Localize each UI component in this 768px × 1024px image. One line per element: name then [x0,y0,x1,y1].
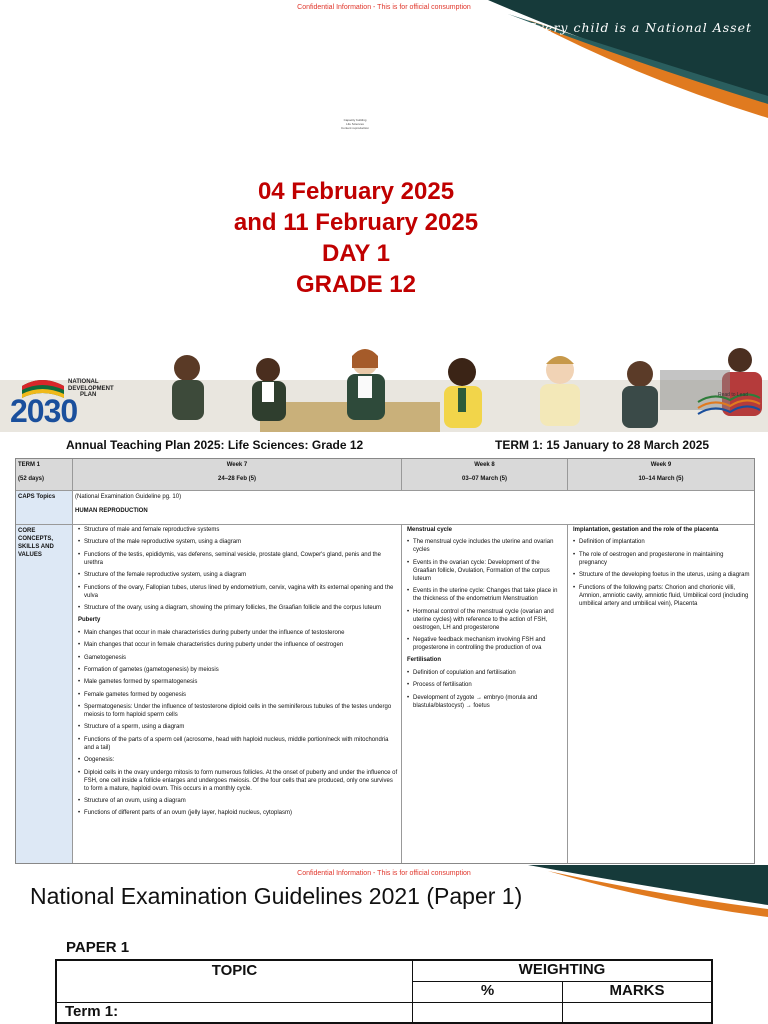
concept-item: Menstrual cycle [407,527,453,533]
week-7-content [73,525,402,863]
topic-header: TOPIC [57,961,413,1003]
concept-item: • Main changes that occur in male characteristics during puberty under the influence of testosterone [78,629,398,637]
concept-item: Implantation, gestation and the role of the placenta [573,527,719,533]
weighting-header: WEIGHTING [413,961,711,982]
ndp-year: 2030 [10,393,78,429]
caps-topic-cell: (National Examination Guideline pg. 10) HUMAN REPRODUCTION [73,491,754,525]
concept-item: Puberty [78,617,101,624]
concept-item: • Spermatogenesis: Under the influence of testosterone diploid cells in the seminiferous tubules of the testes undergo meiosis to form haploid sperm cells [78,703,398,719]
week-7-header: Week 7 24–28 Feb (5) [73,459,402,491]
ndp-label: NATIONAL DEVELOPMENT PLAN [68,379,114,398]
slide-title: National Examination Guidelines 2021 (Paper 1) [30,883,523,909]
concept-item: • The role of oestrogen and progesterone in maintaining pregnancy [573,551,751,567]
term-1-row-label: Term 1: [57,1003,413,1024]
caps-label: CAPS Topics [16,491,73,525]
title-slide [0,0,768,432]
concept-item: • Female gametes formed by oogenesis [78,691,398,699]
concept-item: • Process of fertilisation [407,681,564,689]
concept-item: • Male gametes formed by spermatogenesis [78,678,398,686]
concept-item: • Functions of the following parts: Chorion and chorionic villi, Amnion, amniotic cavity, amniotic fluid, Umbilical cord (including umbilical artery and umbilical vein), Placenta [573,584,751,608]
concept-item: • Structure of male and female reproductive systems [78,526,398,534]
atp-heading: Annual Teaching Plan 2025: Life Sciences: Grade 12 [66,438,364,452]
concept-item: • The menstrual cycle includes the uterine and ovarian cycles [407,538,564,554]
exam-guidelines-slide [0,865,768,1024]
motto-text: Every child is a National Asset [526,20,752,35]
concept-item: • Events in the uterine cycle: Changes that take place in the thickness of the endometrium Menstruation [407,587,564,603]
week-8-header: Week 8 03–07 March (5) [402,459,568,491]
percent-header: % [413,982,563,1003]
slide-title [0,176,712,300]
week-9-content [568,525,754,863]
concept-item: • Structure of the developing foetus in the uterus, using a diagram [573,571,751,579]
concept-item: • Functions of the parts of a sperm cell (acrosome, head with haploid nucleus, middle portion/neck with mitochondria and a tail) [78,736,398,752]
core-concepts-label: CORE CONCEPTS, SKILLS AND VALUES [16,525,73,863]
teaching-plan-slide [0,432,768,865]
concept-item: • Structure of a sperm, using a diagram [78,723,398,731]
term-1-marks [563,1003,711,1024]
weighting-table [55,959,713,1024]
marks-header: MARKS [563,982,711,1003]
term-1-percent [413,1003,563,1024]
week-8-content [402,525,568,863]
concept-item: • Functions of the testis, epididymis, vas deferens, seminal vesicle, prostate gland, Cowper's gland, penis and the urethra [78,551,398,567]
term-heading: TERM 1: 15 January to 28 March 2025 [495,438,710,452]
concept-item: • Definition of implantation [573,538,751,546]
concept-item: • Structure of the male reproductive system, using a diagram [78,538,398,546]
concept-item: • Structure of the female reproductive system, using a diagram [78,571,398,579]
teaching-plan-table [15,458,755,864]
read-to-lead-text: Read to Lead [718,392,749,398]
concept-item: • Hormonal control of the menstrual cycle (ovarian and uterine cycles) with reference to the action of FSH, oestrogen, LH and progesterone [407,608,564,632]
concept-item: Fertilisation [407,657,442,664]
concept-item: • Negative feedback mechanism involving FSH and progesterone in controlling the production of ova [407,636,564,652]
concept-item: • Diploid cells in the ovary undergo mitosis to form numerous follicles. At the onset of puberty and under the influence of FSH, one cell inside a follicle enlarges and undergoes meiosis. Of the four cells that are produced, only one survives to form a mature, haploid ovum. This occurs in a monthly cycle. [78,769,398,793]
tiny-caption: Capacity building Life Sciences Content reproduction [340,118,370,130]
concept-item: • Functions of the ovary, Fallopian tubes, uterus lined by endometrium, cervix, vagina with its external opening and the vulva [78,584,398,600]
concept-item: • Formation of gametes (gametogenesis) by meiosis [78,666,398,674]
term-cell: TERM 1 (52 days) [16,459,73,491]
concept-item: • Events in the ovarian cycle: Development of the Graafian follicle, Ovulation, Formation of the corpus luteum [407,559,564,583]
paper-label: PAPER 1 [66,939,130,956]
concept-item: • Structure of the ovary, using a diagram, showing the primary follicles, the Graafian follicle and the corpus luteum [78,604,398,612]
title-line: 04 February 2025 [257,178,455,205]
concept-item: • Definition of copulation and fertilisation [407,669,564,677]
concept-item: • Main changes that occur in female characteristics during puberty under the influence of oestrogen [78,641,398,649]
title-line: GRADE 12 [295,271,417,298]
title-line: DAY 1 [321,240,391,267]
concept-item: • Structure of an ovum, using a diagram [78,797,398,805]
week-9-header: Week 9 10–14 March (5) [568,459,754,491]
concept-item: • Development of zygote → embryo (morula and blastula/blastocyst) → foetus [407,694,564,710]
concept-item: • Oogenesis: [78,756,398,764]
confidential-notice: Confidential Information - This is for official consumption [297,870,471,877]
title-line: and 11 February 2025 [233,209,479,236]
confidential-notice: Confidential Information - This is for official consumption [297,4,471,11]
concept-item: • Gametogenesis [78,654,398,662]
concept-item: • Functions of different parts of an ovum (jelly layer, haploid nucleus, cytoplasm) [78,809,398,817]
